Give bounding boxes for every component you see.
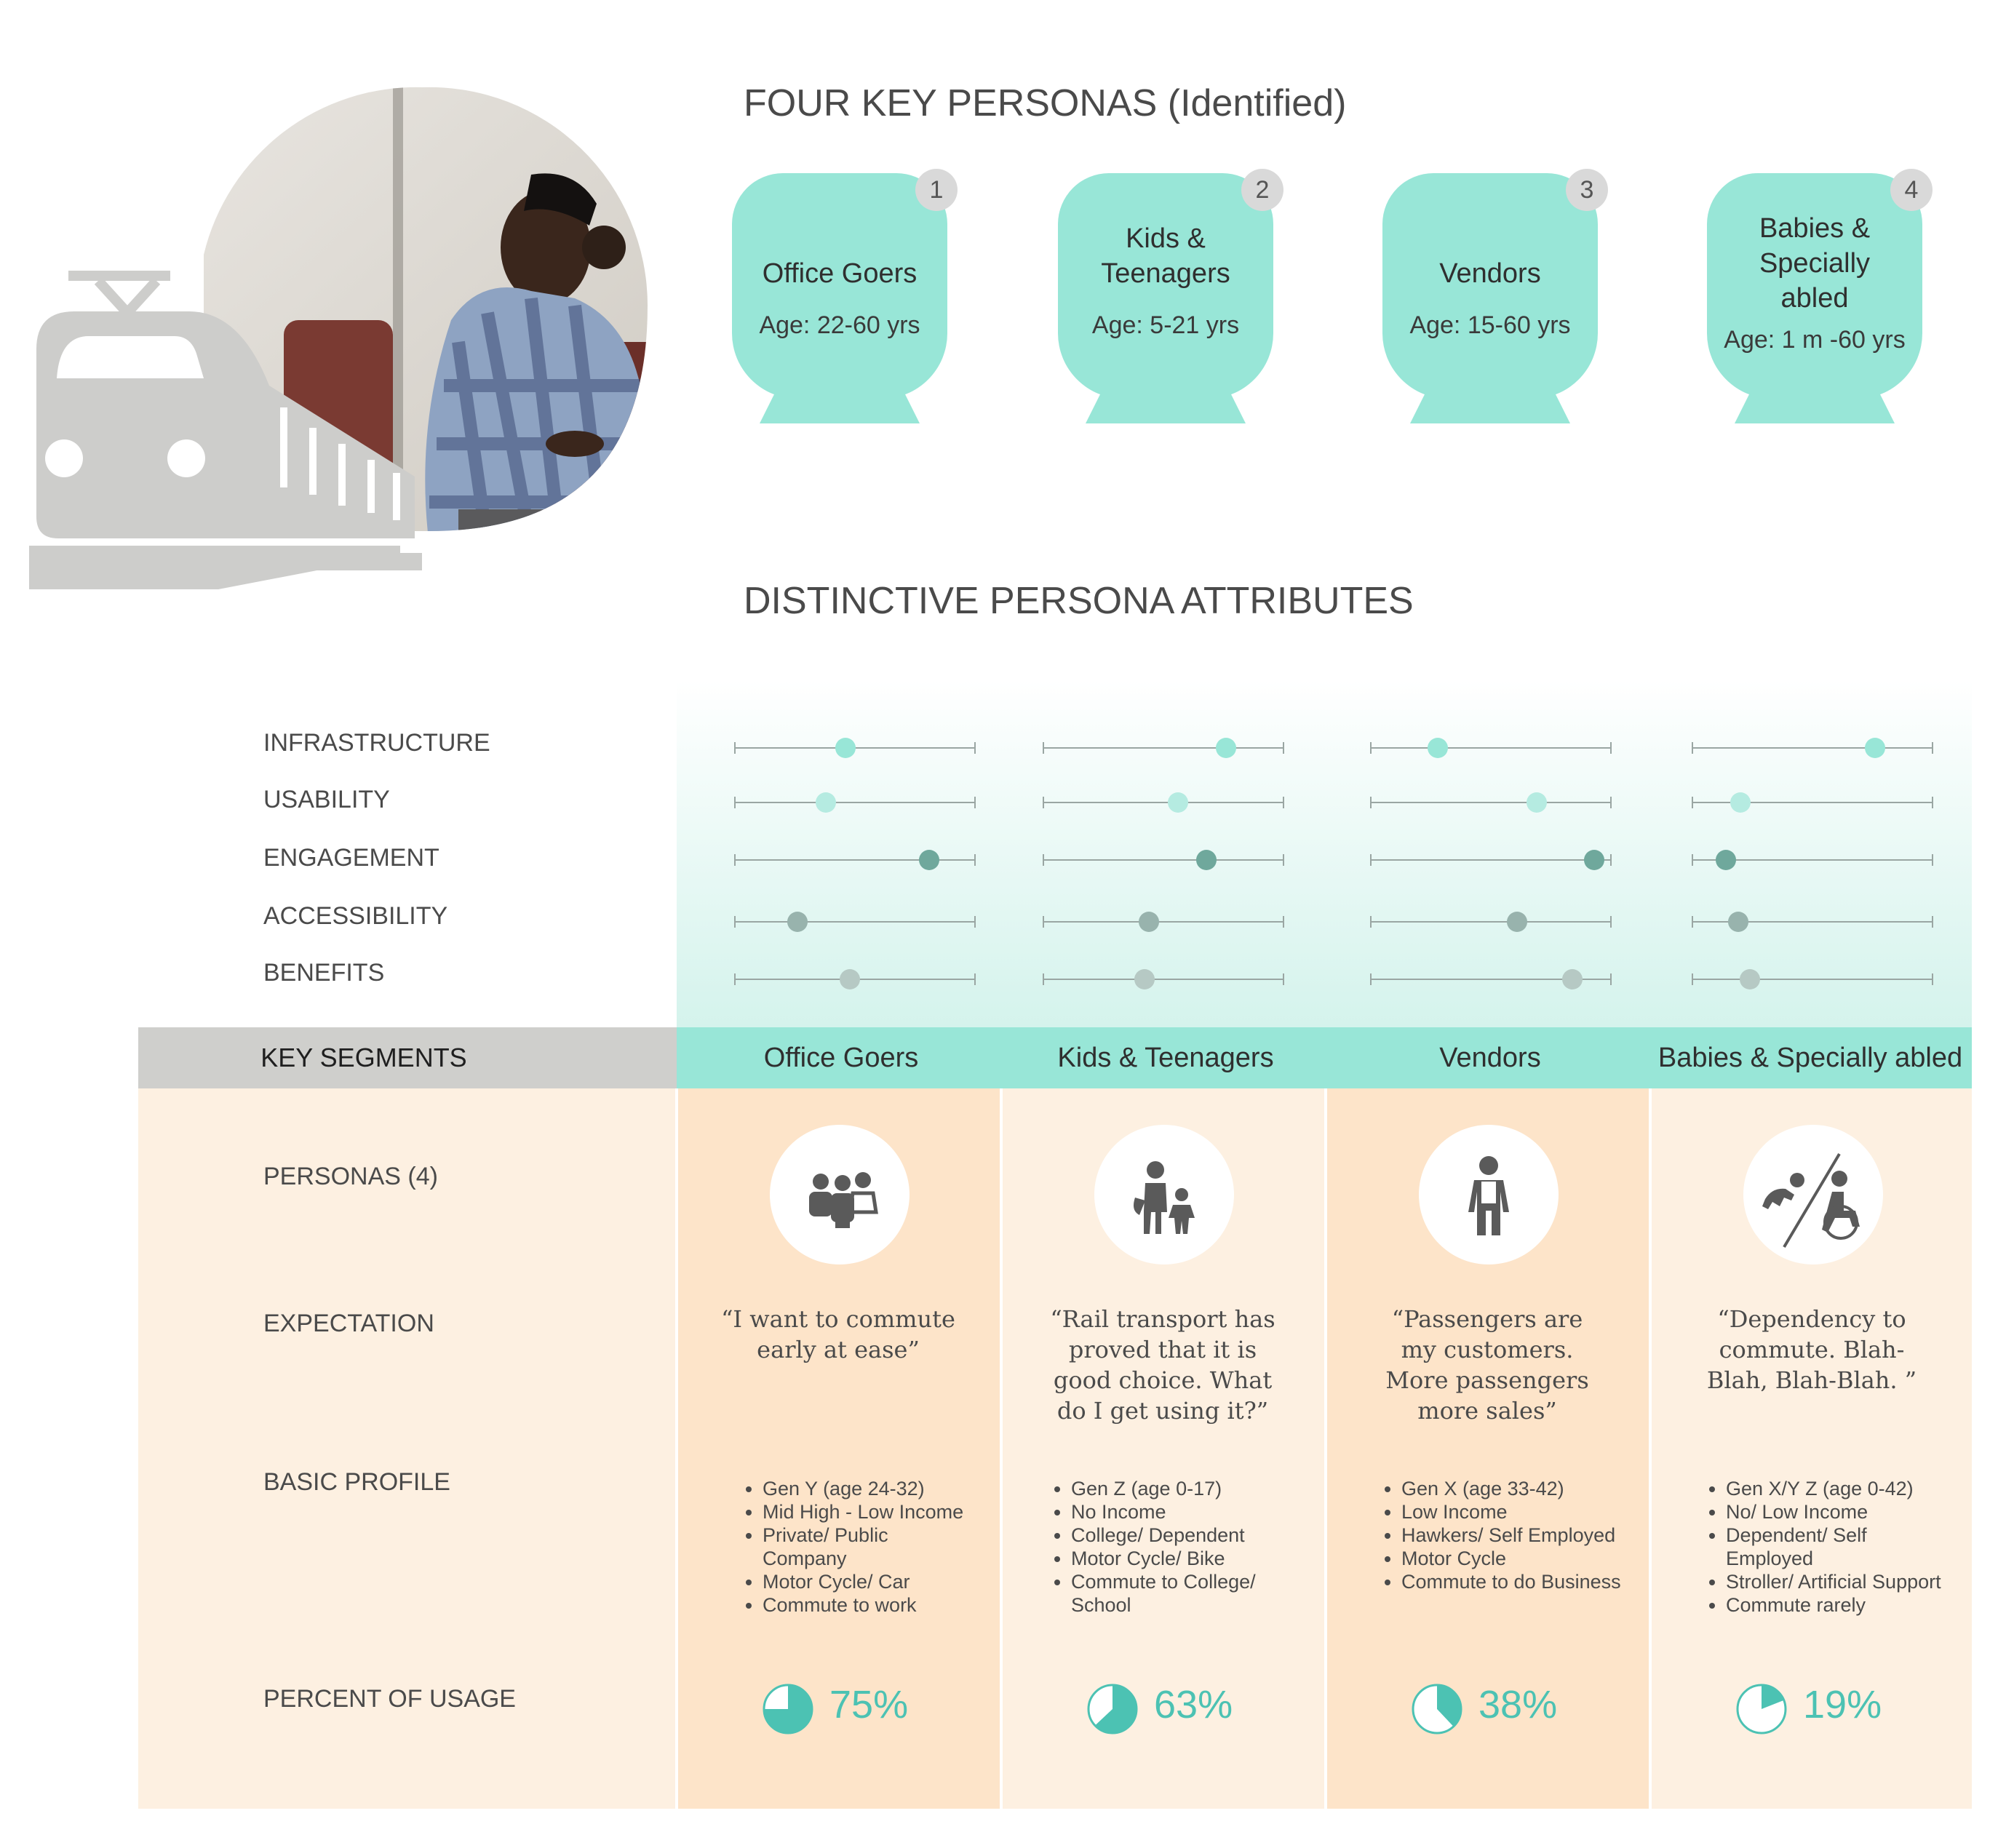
- key-segments-label: KEY SEGMENTS: [260, 1043, 467, 1072]
- slider-dot-office-goers-infrastructure: [835, 738, 856, 758]
- slider-cap: [974, 973, 976, 985]
- persona-age: Age: 22-60 yrs: [759, 311, 920, 339]
- row-label-basic-profile: BASIC PROFILE: [263, 1468, 450, 1496]
- profile-vendors: [1365, 1477, 1678, 1593]
- slider-track-kids-teenagers-benefits: [1043, 979, 1283, 980]
- persona-name-line-2: Specially: [1759, 248, 1871, 279]
- usage-percent-office-goers: 75%: [829, 1683, 909, 1726]
- profile-item: • Dependent/ Self Employed: [1726, 1524, 1871, 1570]
- slider-cap: [974, 854, 976, 866]
- profile-item: • Private/ Public Company: [763, 1524, 901, 1570]
- slider-cap: [1932, 916, 1933, 928]
- persona-card-babies-specially-abled: [1707, 173, 1922, 406]
- profile-item: • Hawkers/ Self Employed: [1401, 1524, 1678, 1547]
- slider-track-babies-specially-abled-usability: [1692, 802, 1933, 803]
- usage-percent-kids-teenagers: 63%: [1154, 1683, 1233, 1726]
- slider-cap: [1283, 797, 1284, 808]
- usage-pie-vendors: [1410, 1682, 1464, 1736]
- slider-dot-office-goers-accessibility: [787, 912, 808, 932]
- slider-track-vendors-accessibility: [1371, 921, 1611, 923]
- persona-number-badge: 3: [1566, 169, 1608, 211]
- slider-dot-vendors-engagement: [1584, 850, 1604, 870]
- vendor-icon: [1419, 1125, 1559, 1264]
- expectation-office-goers: “I want to commute early at ease”: [721, 1305, 955, 1363]
- parent-child-icon: [1094, 1125, 1234, 1264]
- slider-track-office-goers-accessibility: [735, 921, 975, 923]
- slider-cap: [1370, 742, 1372, 754]
- segment-header-vendors: Vendors: [1439, 1043, 1541, 1073]
- slider-track-kids-teenagers-usability: [1043, 802, 1283, 803]
- profile-item: • Commute to do Business: [1401, 1570, 1678, 1593]
- row-label-personas: PERSONAS (4): [263, 1163, 438, 1190]
- slider-cap: [1283, 916, 1284, 928]
- slider-cap: [974, 797, 976, 808]
- slider-track-babies-specially-abled-infrastructure: [1692, 747, 1933, 749]
- persona-number-badge: 2: [1241, 169, 1283, 211]
- persona-name-line-1: Babies &: [1759, 213, 1871, 244]
- attr-label-benefits: BENEFITS: [263, 959, 385, 987]
- profile-item: • Commute to work: [763, 1593, 1024, 1617]
- personas-title-main: FOUR KEY PERSONAS: [744, 82, 1158, 124]
- slider-cap: [974, 916, 976, 928]
- attributes-title: DISTINCTIVE PERSONA ATTRIBUTES: [744, 580, 1414, 622]
- profile-item: • Gen Y (age 24-32): [763, 1477, 1024, 1500]
- slider-cap: [734, 916, 736, 928]
- attr-label-infrastructure: INFRASTRUCTURE: [263, 729, 490, 757]
- row-label-expectation: EXPECTATION: [263, 1310, 434, 1337]
- slider-cap: [1283, 854, 1284, 866]
- usage-pie-office-goers: [761, 1682, 815, 1736]
- persona-card-kids-teenagers: [1058, 173, 1273, 406]
- persona-name: Vendors: [1439, 258, 1541, 289]
- profile-item: • No Income: [1071, 1500, 1333, 1524]
- slider-cap: [1692, 797, 1693, 808]
- slider-cap: [1932, 742, 1933, 754]
- usage-percent-vendors: 38%: [1478, 1683, 1558, 1726]
- slider-track-vendors-usability: [1371, 802, 1611, 803]
- slider-track-vendors-engagement: [1371, 859, 1611, 861]
- slider-cap: [1043, 973, 1044, 985]
- profile-item: • College/ Dependent: [1071, 1524, 1333, 1547]
- persona-name-line-1: Kids &: [1126, 223, 1206, 254]
- segment-header-babies-specially-abled: Babies & Specially abled: [1657, 1043, 1963, 1073]
- slider-cap: [974, 742, 976, 754]
- profile-item: • Gen X/Y Z (age 0-42): [1726, 1477, 1995, 1500]
- slider-dot-kids-teenagers-infrastructure: [1216, 738, 1236, 758]
- slider-track-babies-specially-abled-benefits: [1692, 979, 1933, 980]
- slider-cap: [1932, 973, 1933, 985]
- slider-cap: [1610, 854, 1612, 866]
- slider-cap: [1043, 742, 1044, 754]
- segment-header-office-goers: Office Goers: [763, 1043, 919, 1073]
- persona-number-badge: 4: [1890, 169, 1933, 211]
- profile-item: • Mid High - Low Income: [763, 1500, 1024, 1524]
- slider-cap: [1043, 854, 1044, 866]
- profile-item: • Motor Cycle/ Bike: [1071, 1547, 1333, 1570]
- usage-pie-kids-teenagers: [1086, 1682, 1139, 1736]
- slider-cap: [1043, 916, 1044, 928]
- slider-track-kids-teenagers-engagement: [1043, 859, 1283, 861]
- slider-dot-kids-teenagers-usability: [1168, 792, 1188, 813]
- persona-name-line-3: abled: [1780, 283, 1849, 314]
- slider-cap: [1370, 854, 1372, 866]
- persona-card-vendors: [1382, 173, 1598, 406]
- slider-cap: [1610, 916, 1612, 928]
- slider-dot-vendors-benefits: [1562, 969, 1583, 989]
- profile-item: • Commute rarely: [1726, 1593, 1995, 1617]
- baby-wheelchair-icon: [1743, 1125, 1883, 1264]
- personas-title: [744, 81, 1346, 125]
- slider-cap: [1692, 973, 1693, 985]
- slider-cap: [734, 854, 736, 866]
- slider-cap: [1283, 742, 1284, 754]
- profile-office-goers: [726, 1477, 1024, 1617]
- usage-pie-babies-specially-abled: [1735, 1682, 1788, 1736]
- persona-age: Age: 5-21 yrs: [1091, 311, 1240, 339]
- slider-cap: [1610, 797, 1612, 808]
- expectation-babies-specially-abled: “Dependency to commute. Blah- Blah, Blah-Blah. ”: [1706, 1305, 1917, 1394]
- persona-name-line-2: Teenagers: [1101, 258, 1230, 289]
- slider-cap: [1692, 742, 1693, 754]
- slider-cap: [734, 973, 736, 985]
- profile-item: • Stroller/ Artificial Support: [1726, 1570, 1995, 1593]
- slider-track-vendors-infrastructure: [1371, 747, 1611, 749]
- expectation-kids-teenagers: “Rail transport has proved that it is good choice. What do I get using it?”: [1050, 1305, 1275, 1425]
- slider-cap: [1610, 742, 1612, 754]
- slider-cap: [1370, 973, 1372, 985]
- profile-kids-teenagers: [1035, 1477, 1333, 1617]
- segment-header-kids-teenagers: Kids & Teenagers: [1057, 1043, 1274, 1073]
- slider-dot-babies-specially-abled-benefits: [1740, 969, 1760, 989]
- slider-dot-babies-specially-abled-infrastructure: [1865, 738, 1885, 758]
- slider-track-kids-teenagers-infrastructure: [1043, 747, 1283, 749]
- slider-dot-babies-specially-abled-usability: [1730, 792, 1751, 813]
- attr-label-engagement: ENGAGEMENT: [263, 844, 439, 872]
- slider-cap: [1283, 973, 1284, 985]
- profile-item: • Gen Z (age 0-17): [1071, 1477, 1333, 1500]
- slider-cap: [734, 742, 736, 754]
- slider-dot-kids-teenagers-benefits: [1134, 969, 1155, 989]
- persona-number-badge: 1: [915, 169, 958, 211]
- persona-age: Age: 15-60 yrs: [1409, 311, 1571, 339]
- slider-cap: [1692, 916, 1693, 928]
- slider-cap: [1932, 797, 1933, 808]
- attr-label-usability: USABILITY: [263, 786, 390, 813]
- slider-cap: [1692, 854, 1693, 866]
- slider-dot-vendors-usability: [1527, 792, 1547, 813]
- expectation-vendors: “Passengers are my customers. More passengers more sales”: [1385, 1305, 1589, 1425]
- slider-cap: [1370, 916, 1372, 928]
- profile-babies-specially-abled: [1689, 1477, 1995, 1617]
- slider-cap: [1932, 854, 1933, 866]
- usage-percent-babies-specially-abled: 19%: [1803, 1683, 1882, 1726]
- persona-age: Age: 1 m -60 yrs: [1724, 326, 1906, 354]
- row-label-percent-usage: PERCENT OF USAGE: [263, 1685, 516, 1713]
- family-group-icon: [770, 1125, 910, 1264]
- attr-label-accessibility: ACCESSIBILITY: [263, 902, 448, 930]
- profile-item: • No/ Low Income: [1726, 1500, 1995, 1524]
- hero-illustration: [22, 80, 662, 597]
- slider-dot-kids-teenagers-accessibility: [1139, 912, 1159, 932]
- slider-dot-babies-specially-abled-engagement: [1716, 850, 1736, 870]
- profile-item: • Motor Cycle: [1401, 1547, 1678, 1570]
- slider-cap: [734, 797, 736, 808]
- slider-track-kids-teenagers-accessibility: [1043, 921, 1283, 923]
- slider-cap: [1370, 797, 1372, 808]
- personas-title-sub: (Identified): [1167, 82, 1347, 124]
- persona-name: Office Goers: [762, 258, 918, 289]
- persona-card-office-goers: [732, 173, 947, 406]
- slider-cap: [1043, 797, 1044, 808]
- attributes-panel: [677, 680, 1972, 1029]
- slider-track-office-goers-usability: [735, 802, 975, 803]
- profile-item: • Commute to College/ School: [1071, 1570, 1260, 1617]
- profile-item: • Low Income: [1401, 1500, 1678, 1524]
- slider-cap: [1610, 973, 1612, 985]
- slider-dot-babies-specially-abled-accessibility: [1728, 912, 1748, 932]
- profile-item: • Gen X (age 33-42): [1401, 1477, 1678, 1500]
- profile-item: • Motor Cycle/ Car: [763, 1570, 1024, 1593]
